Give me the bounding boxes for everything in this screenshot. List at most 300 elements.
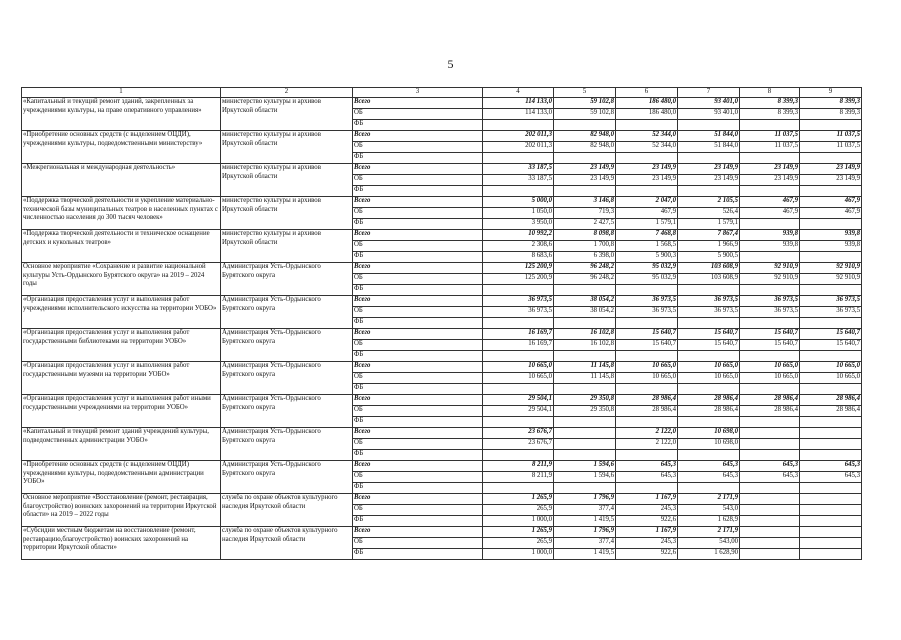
table-row bbox=[22, 527, 862, 538]
amount-cell: 29 350,8 bbox=[554, 395, 616, 406]
measure-description: «Приобретение основных средств (с выделением ОЦДИ) учреждениями культуры, подведомственными администрации УОБО» bbox=[22, 461, 221, 494]
amount-cell: 8 399,3 bbox=[800, 98, 862, 109]
amount-cell bbox=[800, 318, 862, 329]
responsible-org: Администрация Усть-Ордынского Бурятского округа bbox=[221, 461, 353, 494]
amount-cell: 92 910,9 bbox=[800, 274, 862, 285]
amount-cell bbox=[740, 351, 800, 362]
funding-source: ОБ bbox=[353, 472, 483, 483]
measure-description: «Капитальный и текущий ремонт зданий учреждений культуры, подведомственных администрации УОБО» bbox=[22, 428, 221, 461]
amount-cell: 125 200,9 bbox=[483, 263, 554, 274]
measure-description: «Поддержка творческой деятельности и укрепление материально-технической базы муниципальных театров в населенных пунктах с численностью населения до 300 тысяч человек» bbox=[22, 197, 221, 230]
amount-cell: 8 399,3 bbox=[740, 98, 800, 109]
responsible-org: Администрация Усть-Ордынского Бурятского округа bbox=[221, 362, 353, 395]
amount-cell: 52 344,0 bbox=[616, 142, 678, 153]
responsible-org: служба по охране объектов культурного наследия Иркутской области bbox=[221, 527, 353, 560]
amount-cell bbox=[800, 417, 862, 428]
amount-cell bbox=[740, 428, 800, 439]
funding-source: ФБ bbox=[353, 450, 483, 461]
amount-cell bbox=[616, 417, 678, 428]
amount-cell: 23 149,9 bbox=[616, 164, 678, 175]
funding-source: ОБ bbox=[353, 142, 483, 153]
funding-source: Всего bbox=[353, 494, 483, 505]
amount-cell: 33 187,5 bbox=[483, 164, 554, 175]
amount-cell: 1 628,9 bbox=[678, 516, 740, 527]
amount-cell bbox=[616, 120, 678, 131]
amount-cell: 36 973,5 bbox=[678, 307, 740, 318]
funding-source: Всего bbox=[353, 263, 483, 274]
funding-source: ОБ bbox=[353, 241, 483, 252]
amount-cell: 377,4 bbox=[554, 538, 616, 549]
amount-cell bbox=[740, 516, 800, 527]
amount-cell: 114 133,0 bbox=[483, 109, 554, 120]
amount-cell: 467,9 bbox=[740, 208, 800, 219]
amount-cell: 28 986,4 bbox=[800, 406, 862, 417]
amount-cell: 28 986,4 bbox=[800, 395, 862, 406]
funding-source: ФБ bbox=[353, 483, 483, 494]
measure-description: Основное мероприятие «Восстановление (ремонт, реставрация, благоустройство) воинских захоронений на территории Иркутской области» на 2019 – 2022 годы bbox=[22, 494, 221, 527]
amount-cell: 82 948,0 bbox=[554, 142, 616, 153]
amount-cell bbox=[483, 153, 554, 164]
amount-cell: 36 973,5 bbox=[800, 296, 862, 307]
responsible-org: министерство культуры и архивов Иркутской области bbox=[221, 98, 353, 131]
amount-cell bbox=[554, 450, 616, 461]
amount-cell: 1 579,1 bbox=[616, 219, 678, 230]
table-row bbox=[22, 494, 862, 505]
amount-cell: 245,3 bbox=[616, 505, 678, 516]
amount-cell bbox=[678, 186, 740, 197]
amount-cell: 10 665,0 bbox=[678, 362, 740, 373]
amount-cell bbox=[740, 494, 800, 505]
amount-cell bbox=[800, 516, 862, 527]
amount-cell: 15 640,7 bbox=[678, 340, 740, 351]
table-row bbox=[22, 461, 862, 472]
amount-cell: 1 628,90 bbox=[678, 549, 740, 560]
page-number: 5 bbox=[447, 57, 454, 71]
amount-cell: 23 149,9 bbox=[740, 175, 800, 186]
amount-cell: 36 973,5 bbox=[740, 307, 800, 318]
funding-source: ОБ bbox=[353, 208, 483, 219]
amount-cell: 543,0 bbox=[678, 505, 740, 516]
funding-source: Всего bbox=[353, 164, 483, 175]
table-row bbox=[22, 428, 862, 439]
header-cell: 2 bbox=[221, 88, 353, 98]
amount-cell bbox=[800, 351, 862, 362]
amount-cell bbox=[616, 384, 678, 395]
amount-cell: 36 973,5 bbox=[616, 296, 678, 307]
measure-description: Основное мероприятие «Сохранение и развитие национальной культуры Усть-Ордынского Бурятского округа» на 2019 – 2024 годы bbox=[22, 263, 221, 296]
amount-cell bbox=[800, 527, 862, 538]
amount-cell: 719,3 bbox=[554, 208, 616, 219]
amount-cell: 7 468,8 bbox=[616, 230, 678, 241]
amount-cell: 23 676,7 bbox=[483, 428, 554, 439]
amount-cell: 1 167,9 bbox=[616, 527, 678, 538]
table-row bbox=[22, 131, 862, 142]
header-cell: 4 bbox=[483, 88, 554, 98]
amount-cell bbox=[616, 153, 678, 164]
amount-cell: 2 047,0 bbox=[616, 197, 678, 208]
table-row bbox=[22, 296, 862, 307]
amount-cell bbox=[616, 483, 678, 494]
amount-cell: 10 665,0 bbox=[483, 373, 554, 384]
amount-cell bbox=[554, 120, 616, 131]
amount-cell: 186 480,0 bbox=[616, 109, 678, 120]
amount-cell bbox=[740, 120, 800, 131]
responsible-org: Администрация Усть-Ордынского Бурятского округа bbox=[221, 395, 353, 428]
amount-cell: 8 683,6 bbox=[483, 252, 554, 263]
amount-cell bbox=[740, 285, 800, 296]
amount-cell: 3 950,0 bbox=[483, 219, 554, 230]
amount-cell: 1 265,9 bbox=[483, 494, 554, 505]
amount-cell: 15 640,7 bbox=[616, 340, 678, 351]
funding-source: ОБ bbox=[353, 175, 483, 186]
funding-source: ОБ bbox=[353, 505, 483, 516]
amount-cell: 8 211,9 bbox=[483, 461, 554, 472]
amount-cell: 7 867,4 bbox=[678, 230, 740, 241]
amount-cell bbox=[740, 219, 800, 230]
amount-cell: 103 608,9 bbox=[678, 274, 740, 285]
amount-cell bbox=[554, 439, 616, 450]
amount-cell: 645,3 bbox=[800, 472, 862, 483]
amount-cell: 23 149,9 bbox=[800, 175, 862, 186]
amount-cell: 36 973,5 bbox=[483, 307, 554, 318]
funding-source: ОБ bbox=[353, 538, 483, 549]
amount-cell: 1 167,9 bbox=[616, 494, 678, 505]
amount-cell: 939,8 bbox=[800, 230, 862, 241]
amount-cell: 28 986,4 bbox=[616, 406, 678, 417]
amount-cell: 10 992,2 bbox=[483, 230, 554, 241]
amount-cell: 28 986,4 bbox=[740, 395, 800, 406]
amount-cell: 15 640,7 bbox=[800, 340, 862, 351]
measure-description: «Субсидии местным бюджетам на восстановление (ремонт, реставрацию,благоустройство) воинских захоронений на территории Иркутской области» bbox=[22, 527, 221, 560]
amount-cell bbox=[800, 538, 862, 549]
amount-cell bbox=[800, 439, 862, 450]
amount-cell bbox=[616, 450, 678, 461]
amount-cell bbox=[678, 450, 740, 461]
amount-cell: 10 665,0 bbox=[800, 373, 862, 384]
funding-source: ОБ bbox=[353, 274, 483, 285]
amount-cell bbox=[800, 120, 862, 131]
amount-cell bbox=[740, 527, 800, 538]
amount-cell: 28 986,4 bbox=[678, 395, 740, 406]
amount-cell: 1 594,6 bbox=[554, 472, 616, 483]
amount-cell: 377,4 bbox=[554, 505, 616, 516]
amount-cell: 645,3 bbox=[616, 461, 678, 472]
amount-cell bbox=[483, 450, 554, 461]
amount-cell: 11 145,8 bbox=[554, 373, 616, 384]
amount-cell: 23 149,9 bbox=[678, 164, 740, 175]
funding-source: ФБ bbox=[353, 384, 483, 395]
table-row bbox=[22, 362, 862, 373]
amount-cell: 23 149,9 bbox=[740, 164, 800, 175]
funding-source: Всего bbox=[353, 98, 483, 109]
amount-cell: 52 344,0 bbox=[616, 131, 678, 142]
amount-cell: 645,3 bbox=[616, 472, 678, 483]
measure-description: «Организация предоставления услуг и выполнения работ государственными музеями на территории УОБО» bbox=[22, 362, 221, 395]
amount-cell bbox=[800, 219, 862, 230]
responsible-org: министерство культуры и архивов Иркутской области bbox=[221, 230, 353, 263]
funding-source: Всего bbox=[353, 461, 483, 472]
amount-cell bbox=[740, 417, 800, 428]
amount-cell: 33 187,5 bbox=[483, 175, 554, 186]
responsible-org: служба по охране объектов культурного наследия Иркутской области bbox=[221, 494, 353, 527]
table-row bbox=[22, 263, 862, 274]
amount-cell: 1 419,5 bbox=[554, 516, 616, 527]
header-cell: 9 bbox=[800, 88, 862, 98]
funding-source: ФБ bbox=[353, 219, 483, 230]
table-header-row bbox=[22, 88, 862, 98]
amount-cell bbox=[678, 417, 740, 428]
amount-cell bbox=[740, 505, 800, 516]
amount-cell: 23 149,9 bbox=[800, 164, 862, 175]
amount-cell: 1 568,5 bbox=[616, 241, 678, 252]
amount-cell: 1 796,9 bbox=[554, 494, 616, 505]
amount-cell: 939,8 bbox=[740, 241, 800, 252]
header-cell: 3 bbox=[353, 88, 483, 98]
amount-cell bbox=[800, 384, 862, 395]
amount-cell: 29 350,8 bbox=[554, 406, 616, 417]
header-cell: 7 bbox=[678, 88, 740, 98]
amount-cell: 23 149,9 bbox=[554, 164, 616, 175]
amount-cell bbox=[483, 384, 554, 395]
responsible-org: Администрация Усть-Ордынского Бурятского округа bbox=[221, 263, 353, 296]
measure-description: «Поддержка творческой деятельности и техническое оснащение детских и кукольных театров» bbox=[22, 230, 221, 263]
amount-cell bbox=[800, 186, 862, 197]
amount-cell: 265,9 bbox=[483, 505, 554, 516]
amount-cell: 467,9 bbox=[740, 197, 800, 208]
amount-cell: 2 171,9 bbox=[678, 527, 740, 538]
measure-description: «Организация предоставления услуг и выполнения работ учреждениями исполнительского искусства на территории УОБО» bbox=[22, 296, 221, 329]
responsible-org: министерство культуры и архивов Иркутской области bbox=[221, 131, 353, 164]
amount-cell bbox=[800, 252, 862, 263]
amount-cell: 10 665,0 bbox=[740, 373, 800, 384]
amount-cell: 202 011,3 bbox=[483, 142, 554, 153]
amount-cell: 10 665,0 bbox=[678, 373, 740, 384]
funding-source: ФБ bbox=[353, 285, 483, 296]
amount-cell bbox=[483, 120, 554, 131]
table-row bbox=[22, 395, 862, 406]
table-row bbox=[22, 98, 862, 109]
amount-cell: 28 986,4 bbox=[740, 406, 800, 417]
budget-table bbox=[21, 87, 862, 560]
amount-cell bbox=[740, 483, 800, 494]
amount-cell: 38 054,2 bbox=[554, 307, 616, 318]
funding-source: ФБ bbox=[353, 549, 483, 560]
amount-cell: 11 037,5 bbox=[800, 142, 862, 153]
amount-cell: 11 145,8 bbox=[554, 362, 616, 373]
amount-cell: 96 248,2 bbox=[554, 274, 616, 285]
amount-cell bbox=[616, 351, 678, 362]
amount-cell bbox=[740, 450, 800, 461]
funding-source: ОБ bbox=[353, 340, 483, 351]
funding-source: ФБ bbox=[353, 318, 483, 329]
amount-cell: 1 000,0 bbox=[483, 549, 554, 560]
amount-cell: 10 665,0 bbox=[740, 362, 800, 373]
amount-cell: 10 665,0 bbox=[616, 362, 678, 373]
amount-cell bbox=[800, 428, 862, 439]
amount-cell: 1 265,9 bbox=[483, 527, 554, 538]
amount-cell: 2 105,5 bbox=[678, 197, 740, 208]
header-cell: 6 bbox=[616, 88, 678, 98]
amount-cell: 15 640,7 bbox=[616, 329, 678, 340]
responsible-org: министерство культуры и архивов Иркутской области bbox=[221, 164, 353, 197]
amount-cell: 38 054,2 bbox=[554, 296, 616, 307]
amount-cell bbox=[554, 384, 616, 395]
amount-cell bbox=[800, 153, 862, 164]
amount-cell: 8 211,9 bbox=[483, 472, 554, 483]
amount-cell: 1 594,6 bbox=[554, 461, 616, 472]
amount-cell bbox=[740, 153, 800, 164]
amount-cell: 82 948,0 bbox=[554, 131, 616, 142]
amount-cell: 15 640,7 bbox=[800, 329, 862, 340]
amount-cell bbox=[483, 483, 554, 494]
amount-cell bbox=[740, 252, 800, 263]
funding-source: ОБ bbox=[353, 307, 483, 318]
amount-cell: 645,3 bbox=[678, 472, 740, 483]
amount-cell bbox=[616, 285, 678, 296]
amount-cell bbox=[678, 351, 740, 362]
amount-cell bbox=[678, 483, 740, 494]
amount-cell: 10 665,0 bbox=[800, 362, 862, 373]
amount-cell: 922,6 bbox=[616, 516, 678, 527]
amount-cell: 95 032,9 bbox=[616, 263, 678, 274]
amount-cell bbox=[554, 285, 616, 296]
amount-cell: 1 966,9 bbox=[678, 241, 740, 252]
amount-cell: 36 973,5 bbox=[800, 307, 862, 318]
funding-source: ФБ bbox=[353, 252, 483, 263]
amount-cell: 92 910,9 bbox=[740, 263, 800, 274]
amount-cell: 645,3 bbox=[678, 461, 740, 472]
amount-cell: 11 037,5 bbox=[800, 131, 862, 142]
amount-cell: 645,3 bbox=[740, 472, 800, 483]
amount-cell: 5 900,3 bbox=[616, 252, 678, 263]
amount-cell: 23 676,7 bbox=[483, 439, 554, 450]
responsible-org: Администрация Усть-Ордынского Бурятского округа bbox=[221, 329, 353, 362]
amount-cell: 543,00 bbox=[678, 538, 740, 549]
amount-cell bbox=[800, 549, 862, 560]
measure-description: «Межрегиональная и международная деятельность» bbox=[22, 164, 221, 197]
amount-cell: 10 698,0 bbox=[678, 439, 740, 450]
amount-cell: 36 973,5 bbox=[678, 296, 740, 307]
responsible-org: Администрация Усть-Ордынского Бурятского округа bbox=[221, 296, 353, 329]
amount-cell: 23 149,9 bbox=[678, 175, 740, 186]
amount-cell: 2 427,5 bbox=[554, 219, 616, 230]
amount-cell: 16 102,8 bbox=[554, 340, 616, 351]
amount-cell bbox=[740, 439, 800, 450]
amount-cell: 526,4 bbox=[678, 208, 740, 219]
amount-cell: 1 000,0 bbox=[483, 516, 554, 527]
amount-cell bbox=[800, 505, 862, 516]
amount-cell bbox=[740, 318, 800, 329]
amount-cell: 29 504,1 bbox=[483, 406, 554, 417]
funding-source: Всего bbox=[353, 230, 483, 241]
amount-cell bbox=[483, 351, 554, 362]
amount-cell bbox=[740, 538, 800, 549]
amount-cell: 467,9 bbox=[800, 208, 862, 219]
amount-cell bbox=[483, 186, 554, 197]
amount-cell: 922,6 bbox=[616, 549, 678, 560]
amount-cell: 36 973,5 bbox=[483, 296, 554, 307]
amount-cell: 1 796,9 bbox=[554, 527, 616, 538]
amount-cell bbox=[554, 351, 616, 362]
amount-cell: 8 098,8 bbox=[554, 230, 616, 241]
amount-cell bbox=[483, 318, 554, 329]
funding-source: ОБ bbox=[353, 373, 483, 384]
amount-cell bbox=[678, 153, 740, 164]
responsible-org: Администрация Усть-Ордынского Бурятского округа bbox=[221, 428, 353, 461]
amount-cell: 10 665,0 bbox=[616, 373, 678, 384]
amount-cell: 939,8 bbox=[800, 241, 862, 252]
funding-source: Всего bbox=[353, 527, 483, 538]
amount-cell bbox=[483, 285, 554, 296]
amount-cell: 467,9 bbox=[800, 197, 862, 208]
measure-description: «Организация предоставления услуг и выполнения работ иными государственными учреждениями на территории УОБО» bbox=[22, 395, 221, 428]
amount-cell: 36 973,5 bbox=[616, 307, 678, 318]
amount-cell: 5 900,5 bbox=[678, 252, 740, 263]
amount-cell: 11 037,5 bbox=[740, 142, 800, 153]
funding-source: ФБ bbox=[353, 417, 483, 428]
amount-cell: 265,9 bbox=[483, 538, 554, 549]
amount-cell: 15 640,7 bbox=[740, 329, 800, 340]
table-row bbox=[22, 197, 862, 208]
funding-source: Всего bbox=[353, 296, 483, 307]
amount-cell: 36 973,5 bbox=[740, 296, 800, 307]
amount-cell: 15 640,7 bbox=[678, 329, 740, 340]
amount-cell: 92 910,9 bbox=[800, 263, 862, 274]
amount-cell: 93 401,0 bbox=[678, 98, 740, 109]
funding-source: ФБ bbox=[353, 351, 483, 362]
funding-source: ФБ bbox=[353, 120, 483, 131]
amount-cell: 23 149,9 bbox=[616, 175, 678, 186]
table-row bbox=[22, 164, 862, 175]
amount-cell: 23 149,9 bbox=[554, 175, 616, 186]
amount-cell: 2 171,9 bbox=[678, 494, 740, 505]
table-row bbox=[22, 329, 862, 340]
amount-cell bbox=[678, 120, 740, 131]
amount-cell: 103 608,9 bbox=[678, 263, 740, 274]
amount-cell bbox=[483, 417, 554, 428]
funding-source: ОБ bbox=[353, 109, 483, 120]
amount-cell: 28 986,4 bbox=[616, 395, 678, 406]
amount-cell: 645,3 bbox=[740, 461, 800, 472]
amount-cell bbox=[800, 450, 862, 461]
amount-cell: 125 200,9 bbox=[483, 274, 554, 285]
amount-cell: 29 504,1 bbox=[483, 395, 554, 406]
amount-cell: 3 146,8 bbox=[554, 197, 616, 208]
amount-cell: 8 399,3 bbox=[740, 109, 800, 120]
amount-cell: 202 011,3 bbox=[483, 131, 554, 142]
amount-cell: 16 102,8 bbox=[554, 329, 616, 340]
amount-cell bbox=[616, 318, 678, 329]
table-row bbox=[22, 230, 862, 241]
amount-cell: 51 844,0 bbox=[678, 131, 740, 142]
amount-cell: 28 986,4 bbox=[678, 406, 740, 417]
amount-cell: 939,8 bbox=[740, 230, 800, 241]
header-cell: 1 bbox=[22, 88, 221, 98]
funding-source: Всего bbox=[353, 428, 483, 439]
amount-cell bbox=[800, 494, 862, 505]
funding-source: ОБ bbox=[353, 406, 483, 417]
amount-cell bbox=[554, 318, 616, 329]
funding-source: Всего bbox=[353, 197, 483, 208]
funding-source: ФБ bbox=[353, 186, 483, 197]
funding-source: Всего bbox=[353, 395, 483, 406]
amount-cell: 15 640,7 bbox=[740, 340, 800, 351]
amount-cell bbox=[678, 384, 740, 395]
responsible-org: министерство культуры и архивов Иркутской области bbox=[221, 197, 353, 230]
amount-cell: 16 169,7 bbox=[483, 340, 554, 351]
funding-source: ФБ bbox=[353, 516, 483, 527]
funding-source: ОБ bbox=[353, 439, 483, 450]
